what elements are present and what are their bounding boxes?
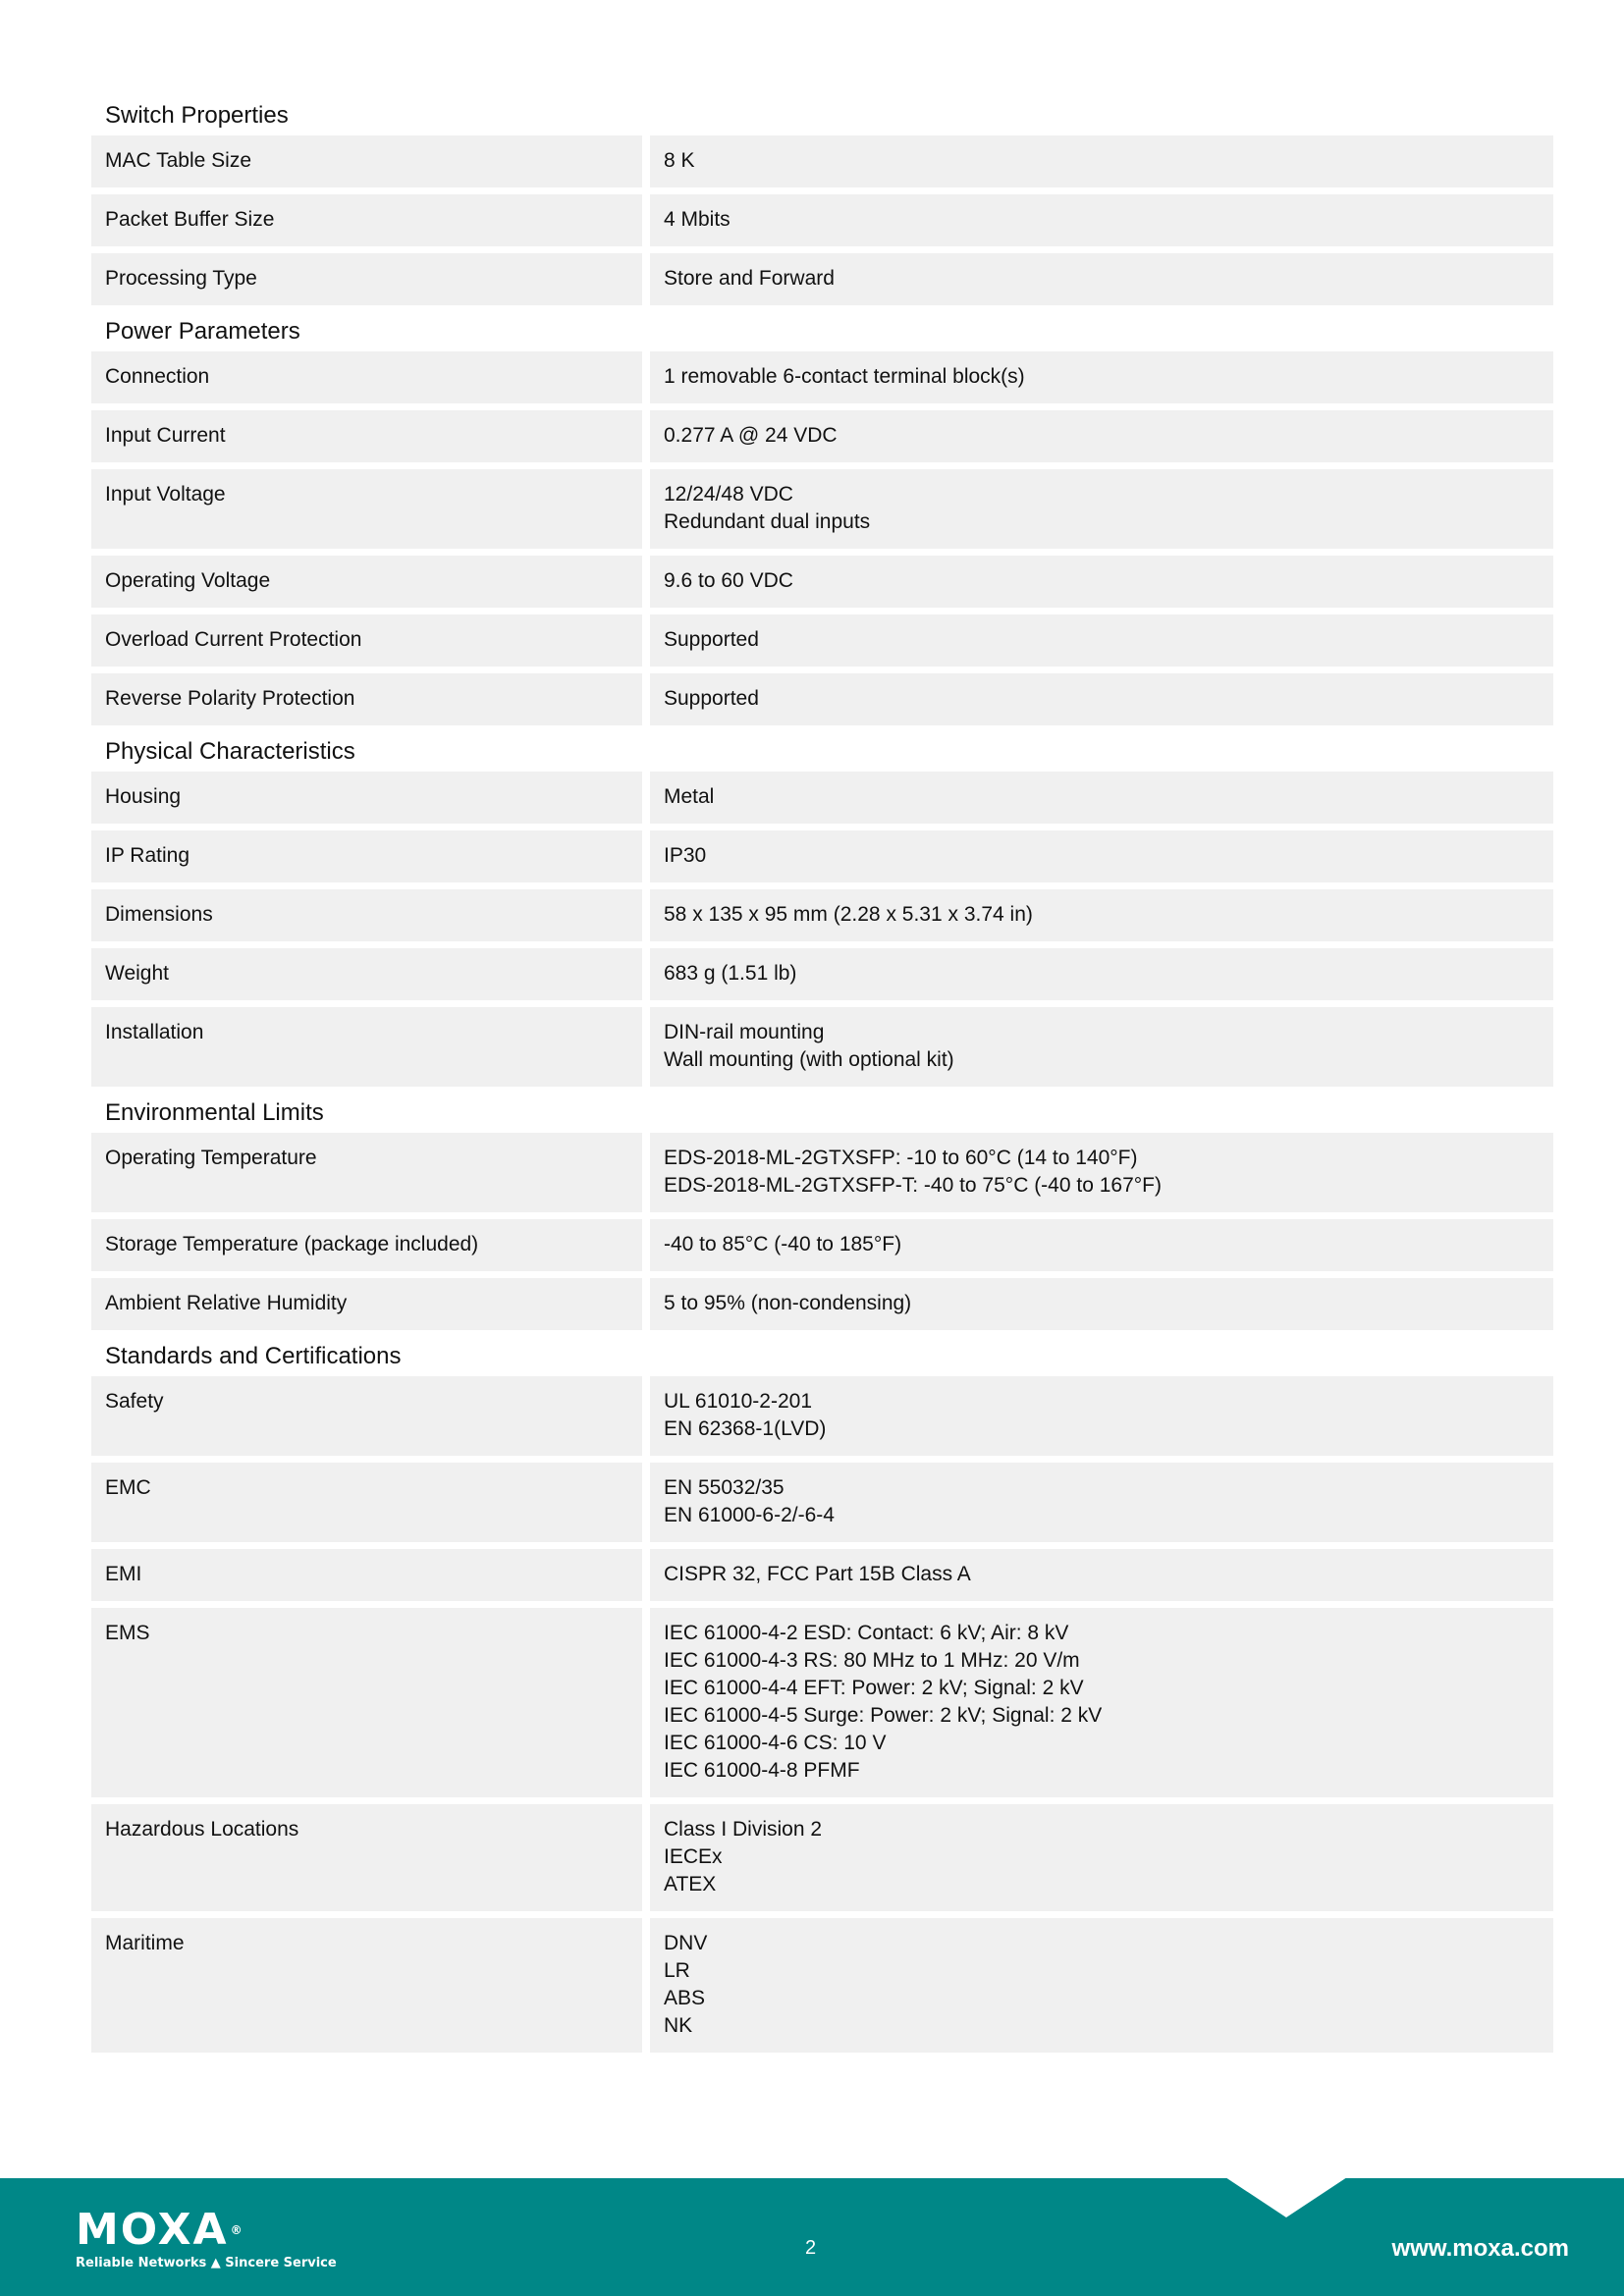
spec-row [91, 830, 1553, 882]
spec-label: Operating Temperature [91, 1133, 642, 1212]
spec-value [650, 351, 1553, 403]
spec-value-line: EDS-2018-ML-2GTXSFP-T: -40 to 75°C (-40 to 167°F) [664, 1174, 1162, 1197]
spec-value [650, 1804, 1553, 1911]
spec-row [91, 1133, 1553, 1212]
spec-value-line: IECEx [664, 1845, 723, 1868]
spec-value [650, 194, 1553, 246]
spec-label: Safety [91, 1376, 642, 1456]
spec-value [650, 1007, 1553, 1087]
spec-row [91, 556, 1553, 608]
spec-value [650, 948, 1553, 1000]
spec-value-line: 683 g (1.51 lb) [664, 962, 797, 985]
spec-row [91, 351, 1553, 403]
spec-label: MAC Table Size [91, 135, 642, 187]
spec-label: EMI [91, 1549, 642, 1601]
spec-label: Reverse Polarity Protection [91, 673, 642, 725]
spec-row [91, 1804, 1553, 1911]
spec-label: Maritime [91, 1918, 642, 2053]
spec-label: Installation [91, 1007, 642, 1087]
spec-value-line: IEC 61000-4-5 Surge: Power: 2 kV; Signal: 2 kV [664, 1704, 1103, 1727]
spec-row [91, 1219, 1553, 1271]
spec-value [650, 253, 1553, 305]
spec-value [650, 1608, 1553, 1797]
spec-label: Processing Type [91, 253, 642, 305]
spec-label: EMC [91, 1463, 642, 1542]
spec-row [91, 469, 1553, 549]
spec-row [91, 889, 1553, 941]
spec-label: EMS [91, 1608, 642, 1797]
spec-section [91, 732, 1553, 1087]
spec-row [91, 1549, 1553, 1601]
spec-label: Overload Current Protection [91, 614, 642, 667]
spec-label: Ambient Relative Humidity [91, 1278, 642, 1330]
spec-value-line: Redundant dual inputs [664, 510, 871, 533]
spec-value-line: IP30 [664, 844, 707, 867]
spec-value-line: EN 62368-1(LVD) [664, 1417, 827, 1440]
spec-label: Hazardous Locations [91, 1804, 642, 1911]
spec-section [91, 312, 1553, 725]
spec-row [91, 1007, 1553, 1087]
spec-value-line: 0.277 A @ 24 VDC [664, 424, 838, 447]
spec-value [650, 889, 1553, 941]
spec-value-line: 58 x 135 x 95 mm (2.28 x 5.31 x 3.74 in) [664, 903, 1033, 926]
spec-value [650, 673, 1553, 725]
spec-row [91, 253, 1553, 305]
spec-value [650, 410, 1553, 462]
spec-sheet [91, 90, 1553, 2059]
spec-label: Storage Temperature (package included) [91, 1219, 642, 1271]
spec-value [650, 469, 1553, 549]
spec-value-line: Supported [664, 687, 759, 710]
spec-value-line: IEC 61000-4-6 CS: 10 V [664, 1732, 887, 1754]
spec-section [91, 1337, 1553, 2053]
spec-label: Weight [91, 948, 642, 1000]
spec-row [91, 1278, 1553, 1330]
spec-value-line: Wall mounting (with optional kit) [664, 1048, 954, 1071]
spec-value-line: IEC 61000-4-2 ESD: Contact: 6 kV; Air: 8 kV [664, 1622, 1069, 1644]
spec-value-line: IEC 61000-4-8 PFMF [664, 1759, 860, 1782]
spec-value-line: UL 61010-2-201 [664, 1390, 812, 1413]
spec-label: Packet Buffer Size [91, 194, 642, 246]
spec-value-line: 4 Mbits [664, 208, 731, 231]
section-title: Standards and Certifications [105, 1343, 402, 1369]
spec-value [650, 1463, 1553, 1542]
spec-value-line: Supported [664, 628, 759, 651]
spec-value-line: Metal [664, 785, 715, 808]
spec-value [650, 1549, 1553, 1601]
section-title: Power Parameters [105, 318, 300, 345]
spec-value-line: CISPR 32, FCC Part 15B Class A [664, 1563, 971, 1585]
spec-value-line: DIN-rail mounting [664, 1021, 825, 1043]
spec-row [91, 614, 1553, 667]
spec-value [650, 556, 1553, 608]
spec-value-line: -40 to 85°C (-40 to 185°F) [664, 1233, 902, 1255]
spec-value-line: ATEX [664, 1873, 717, 1896]
spec-label: Operating Voltage [91, 556, 642, 608]
spec-label: Housing [91, 772, 642, 824]
spec-value [650, 1918, 1553, 2053]
spec-row [91, 772, 1553, 824]
spec-value [650, 1376, 1553, 1456]
spec-value [650, 614, 1553, 667]
spec-row [91, 1608, 1553, 1797]
section-title: Environmental Limits [105, 1099, 324, 1126]
section-title: Switch Properties [105, 102, 289, 129]
footer [0, 2178, 1624, 2296]
spec-value [650, 1278, 1553, 1330]
spec-row [91, 194, 1553, 246]
spec-value [650, 830, 1553, 882]
spec-label: Connection [91, 351, 642, 403]
spec-label: Dimensions [91, 889, 642, 941]
page-number: 2 [805, 2237, 817, 2259]
spec-value-line: LR [664, 1959, 690, 1982]
spec-section [91, 96, 1553, 305]
spec-value-line: Store and Forward [664, 267, 835, 290]
spec-value-line: ABS [664, 1987, 706, 2009]
spec-row [91, 1463, 1553, 1542]
spec-section [91, 1094, 1553, 1330]
spec-value-line: 12/24/48 VDC [664, 483, 793, 506]
section-title: Physical Characteristics [105, 738, 355, 765]
spec-row [91, 1376, 1553, 1456]
spec-value [650, 1133, 1553, 1212]
spec-row [91, 135, 1553, 187]
spec-value-line: IEC 61000-4-3 RS: 80 MHz to 1 MHz: 20 V/m [664, 1649, 1080, 1672]
spec-label: Input Voltage [91, 469, 642, 549]
spec-value-line: NK [664, 2014, 693, 2037]
spec-value-line: EN 55032/35 [664, 1476, 785, 1499]
spec-value [650, 135, 1553, 187]
spec-value-line: 1 removable 6-contact terminal block(s) [664, 365, 1025, 388]
logo-tagline: Reliable Networks ▲ Sincere Service [76, 2256, 337, 2270]
spec-value-line: EN 61000-6-2/-6-4 [664, 1504, 835, 1526]
spec-value-line: 9.6 to 60 VDC [664, 569, 793, 592]
spec-value-line: 8 K [664, 149, 695, 172]
spec-value-line: 5 to 95% (non-condensing) [664, 1292, 912, 1314]
footer-notch [1225, 2177, 1347, 2217]
spec-row [91, 1918, 1553, 2053]
spec-value-line: IEC 61000-4-4 EFT: Power: 2 kV; Signal: 2 kV [664, 1677, 1084, 1699]
spec-value-line: DNV [664, 1932, 708, 1954]
spec-value-line: Class I Division 2 [664, 1818, 823, 1841]
spec-label: Input Current [91, 410, 642, 462]
website-link[interactable]: www.moxa.com [1391, 2235, 1569, 2262]
spec-value [650, 772, 1553, 824]
spec-label: IP Rating [91, 830, 642, 882]
moxa-logo [76, 2205, 337, 2270]
registered-mark: ® [230, 2223, 244, 2237]
spec-row [91, 948, 1553, 1000]
spec-row [91, 673, 1553, 725]
spec-row [91, 410, 1553, 462]
spec-value-line: EDS-2018-ML-2GTXSFP: -10 to 60°C (14 to 140°F) [664, 1147, 1138, 1169]
spec-value [650, 1219, 1553, 1271]
logo-wordmark: MOXA [76, 2205, 229, 2255]
